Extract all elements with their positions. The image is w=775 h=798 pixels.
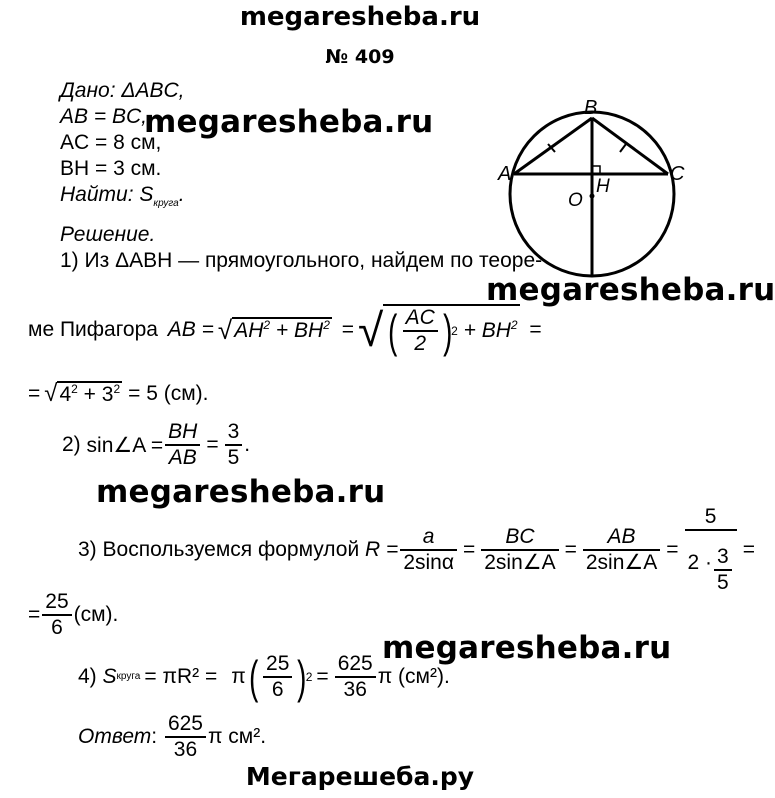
step1-line1: 1) Из ΔABH — прямоугольного, найдем по теоре- xyxy=(60,249,543,272)
paren-left: ( xyxy=(388,305,398,357)
given-eq1: AB = BC, xyxy=(60,105,147,128)
watermark-4: megaresheba.ru xyxy=(382,630,672,666)
answer-unit: π см². xyxy=(207,725,267,748)
answer-label: Ответ xyxy=(78,725,152,748)
label-c: C xyxy=(670,163,685,185)
step3-result: = $\frac{25}{6}$ (см). xyxy=(28,590,119,639)
given-label: Дано xyxy=(60,79,110,102)
step4-frac2: $\frac{625}{36}$ xyxy=(335,652,376,702)
watermark-1: megaresheba.ru xyxy=(144,104,434,140)
geometry-diagram xyxy=(498,97,700,290)
solution-label: Решение. xyxy=(60,223,156,246)
step1-pythagoras xyxy=(28,290,546,370)
watermark-2: megaresheba.ru xyxy=(486,272,775,308)
step4: 4) S круга = πR² = π ( $\frac{25}{6}$ ) 2 = $\frac{625}{36}$ π (см²). xyxy=(78,651,450,703)
step1-prefix: ме Пифагора xyxy=(28,318,158,341)
big-sqrt-sign: √ xyxy=(357,304,384,356)
find-label: Найти xyxy=(60,183,128,206)
site-header: megaresheba.ru xyxy=(239,2,481,32)
step2-trig: sin∠A = xyxy=(86,433,164,457)
side-bc xyxy=(592,118,668,174)
problem-number: № 409 xyxy=(325,46,395,68)
given-triangle: ΔABC, xyxy=(121,79,185,102)
step3-frac3: $\frac{AB}{2\sin\angle A}$ xyxy=(583,525,660,575)
big-sqrt-body: ( $\frac{AC}{2}$ ) 2 + $BH^2$ xyxy=(383,304,519,356)
step3-r: R = xyxy=(365,538,399,561)
center-point xyxy=(590,194,595,199)
answer-frac: $\frac{625}{36}$ xyxy=(165,712,206,762)
footer-brand: Мегарешеба.ру xyxy=(245,762,475,791)
eq-trail: = xyxy=(523,318,542,341)
label-o: O xyxy=(568,190,583,211)
sqrt-sign: √ xyxy=(217,314,233,345)
step4-eq: = πR² = xyxy=(144,665,218,688)
sqrt-ah-bh: $AH^2 + BH^2$ xyxy=(234,318,330,342)
step3-frac2: $\frac{BC}{2\sin\angle A}$ xyxy=(481,525,558,575)
sqrt2: √ xyxy=(44,380,58,407)
frac-ac-2: $\frac{AC}{2}$ xyxy=(403,306,438,356)
step3-text: 3) Воспользуемся формулой xyxy=(78,538,360,561)
label-b: B xyxy=(584,97,598,119)
step2-frac2: $\frac{3}{5}$ xyxy=(225,420,243,470)
given-line: Дано: ΔABC, xyxy=(60,79,185,102)
paren-right: ) xyxy=(442,305,453,357)
step4-frac: $\frac{25}{6}$ xyxy=(263,652,292,702)
find-sub: круга xyxy=(153,198,179,210)
given-eq3: BH = 3 см. xyxy=(60,157,162,180)
label-a: A xyxy=(498,163,512,185)
step4-paren-r: ) xyxy=(297,651,307,703)
find-line: Найти: $S_{круга}$. xyxy=(60,183,185,210)
step2-frac1: $\frac{BH}{AB}$ xyxy=(165,420,200,470)
step1-res-eq: = xyxy=(28,382,41,405)
step3-res-unit: (см). xyxy=(73,603,119,626)
watermark-3: megaresheba.ru xyxy=(96,474,386,510)
step4-paren-l: ( xyxy=(248,651,258,703)
step4-pi: π xyxy=(231,665,246,688)
tick-bc xyxy=(620,144,626,152)
step1-ab: AB = xyxy=(161,318,214,341)
eq-sign: = xyxy=(335,318,354,341)
sqrt-4-3: $4^2 + 3^2$ xyxy=(59,382,121,406)
given-eq2-text: AC = 8 см, xyxy=(60,131,162,154)
step4-s: S xyxy=(102,665,117,688)
step1-result xyxy=(28,380,209,408)
step3-frac4: 5 2 · $\frac{3}{5}$ xyxy=(685,505,737,595)
step3: 3) Воспользуемся формулой R = $\frac{a}{2\sin\alpha}$ = $\frac{BC}{2\sin\angle A}$ = $\frac{AB}{2\sin\angle A}$ = 5 2 · $\frac{3}{5}$ = xyxy=(78,505,755,594)
step1-res-suffix: = 5 (см). xyxy=(128,382,209,405)
label-h: H xyxy=(596,176,610,197)
step4-unit: π (см²). xyxy=(377,665,450,688)
step3-res-frac: $\frac{25}{6}$ xyxy=(42,590,71,640)
answer: Ответ : $\frac{625}{36}$ π см². xyxy=(78,712,267,761)
find-s: S xyxy=(139,183,154,206)
step2: 2) sin∠A = $\frac{BH}{AB}$ = $\frac{3}{5}$ . xyxy=(62,420,251,469)
step3-frac1: $\frac{a}{2\sin\alpha}$ xyxy=(400,525,457,575)
step2-label: 2) xyxy=(62,433,81,456)
step4-label: 4) xyxy=(78,665,97,688)
